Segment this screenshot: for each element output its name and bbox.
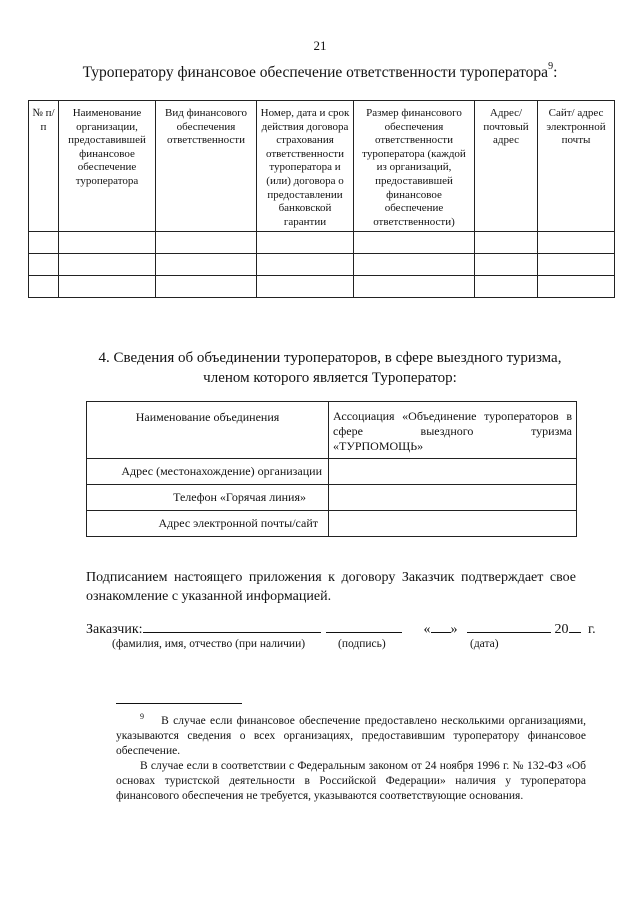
- heading-text: Туроператору финансовое обеспечение ответственности туроператора: [82, 64, 549, 82]
- table-cell: [156, 276, 257, 298]
- association-address-value: [329, 459, 577, 485]
- date-year-field[interactable]: [569, 620, 581, 633]
- table-cell: [156, 254, 257, 276]
- association-name-value: [329, 402, 577, 459]
- caption-name: (фамилия, имя, отчество (при наличии): [112, 638, 306, 650]
- association-name-brand: «ТУРПОМОЩЬ»: [333, 439, 424, 453]
- customer-signature-field[interactable]: [326, 620, 402, 633]
- date-day-field[interactable]: [431, 620, 451, 633]
- customer-label: Заказчик:: [86, 622, 143, 637]
- association-address-label: Адрес (местонахождение) организации: [87, 459, 329, 485]
- table-header-row: [29, 101, 615, 232]
- footnote: [116, 709, 586, 804]
- footnote-mark: 9: [140, 712, 144, 721]
- table-row: [29, 276, 615, 298]
- col-header-amount: Размер финансового обеспечения ответственности туроператора (каждой из организаций, предоставившей финансовое обеспечение ответственности): [354, 101, 475, 232]
- association-hotline-row: [87, 485, 577, 511]
- table-cell: [156, 232, 257, 254]
- col-header-organization: Наименование организации, предоставившей финансовое обеспечение туроператора: [59, 101, 156, 232]
- association-name-row: [87, 402, 577, 459]
- customer-name-field[interactable]: [143, 620, 321, 633]
- table-cell: [538, 232, 615, 254]
- caption-signature: (подпись): [338, 638, 386, 650]
- table-cell: [257, 232, 354, 254]
- page-heading: [0, 63, 640, 82]
- confirmation-paragraph: Подписанием настоящего приложения к договору Заказчик подтверждает свое ознакомление с указанной информацией.: [86, 570, 576, 604]
- col-header-number: № п/п: [29, 101, 59, 232]
- col-header-contract: Номер, дата и срок действия договора страхования ответственности туроператора и (или) договора о предоставлении банковской гарантии: [257, 101, 354, 232]
- table-cell: [29, 276, 59, 298]
- date-quote-open: «: [423, 622, 431, 637]
- association-hotline-label: Телефон «Горячая линия»: [87, 485, 329, 511]
- heading-colon: :: [553, 64, 558, 82]
- table-cell: [59, 254, 156, 276]
- page-number: 21: [313, 38, 327, 53]
- table-cell: [354, 232, 475, 254]
- table-row: [29, 254, 615, 276]
- footnote-text-2: В случае если в соответствии с Федеральным законом от 24 ноября 1996 г. № 132-ФЗ «Об основах туристской деятельности в Российской Федерации» наличия у туроператора финансового обеспечения не требуется, указываются соответствующие основания.: [116, 759, 586, 802]
- col-header-address: Адрес/ почтовый адрес: [475, 101, 538, 232]
- caption-date: (дата): [470, 638, 499, 650]
- association-name-label: Наименование объединения: [87, 402, 329, 459]
- association-email-row: [87, 511, 577, 537]
- section-4-line1: 4. Сведения об объединении туроператоров, в сфере выездного туризма,: [98, 350, 562, 366]
- table-cell: [59, 276, 156, 298]
- table-cell: [29, 232, 59, 254]
- table-cell: [257, 276, 354, 298]
- signature-line: [86, 620, 596, 638]
- association-name-text: Ассоциация «Объединение туроператоров в сфере выездного туризма: [333, 409, 572, 438]
- date-quote-close: »: [450, 622, 458, 637]
- date-year-suffix: г.: [588, 622, 596, 637]
- table-cell: [475, 276, 538, 298]
- date-month-field[interactable]: [467, 620, 551, 633]
- table-row: [29, 232, 615, 254]
- association-address-row: [87, 459, 577, 485]
- table-cell: [475, 232, 538, 254]
- table-cell: [538, 254, 615, 276]
- footnote-separator: [116, 703, 242, 704]
- association-email-value: [329, 511, 577, 537]
- footnote-paragraph-1: [116, 709, 586, 759]
- col-header-guarantee-type: Вид финансового обеспечения ответственности: [156, 101, 257, 232]
- heading-footnote-mark: 9: [548, 61, 554, 72]
- association-hotline-value: [329, 485, 577, 511]
- footnote-paragraph-2: [116, 759, 586, 804]
- col-header-website: Сайт/ адрес электронной почты: [538, 101, 615, 232]
- footnote-text-1: В случае если финансовое обеспечение предоставлено несколькими организациями, указываются сведения о всех организациях, предоставившим туроператору финансовое обеспечение.: [116, 714, 586, 757]
- date-year-prefix: 20: [554, 622, 569, 637]
- association-email-label: Адрес электронной почты/сайт: [87, 511, 329, 537]
- section-4-line2: членом которого является Туроператор:: [203, 370, 457, 386]
- table-cell: [354, 254, 475, 276]
- section-4-heading: [80, 348, 580, 388]
- association-table: [86, 401, 577, 537]
- financial-guarantee-table: [28, 100, 615, 298]
- table-cell: [59, 232, 156, 254]
- table-cell: [538, 276, 615, 298]
- table-cell: [257, 254, 354, 276]
- table-cell: [29, 254, 59, 276]
- table-cell: [354, 276, 475, 298]
- table-cell: [475, 254, 538, 276]
